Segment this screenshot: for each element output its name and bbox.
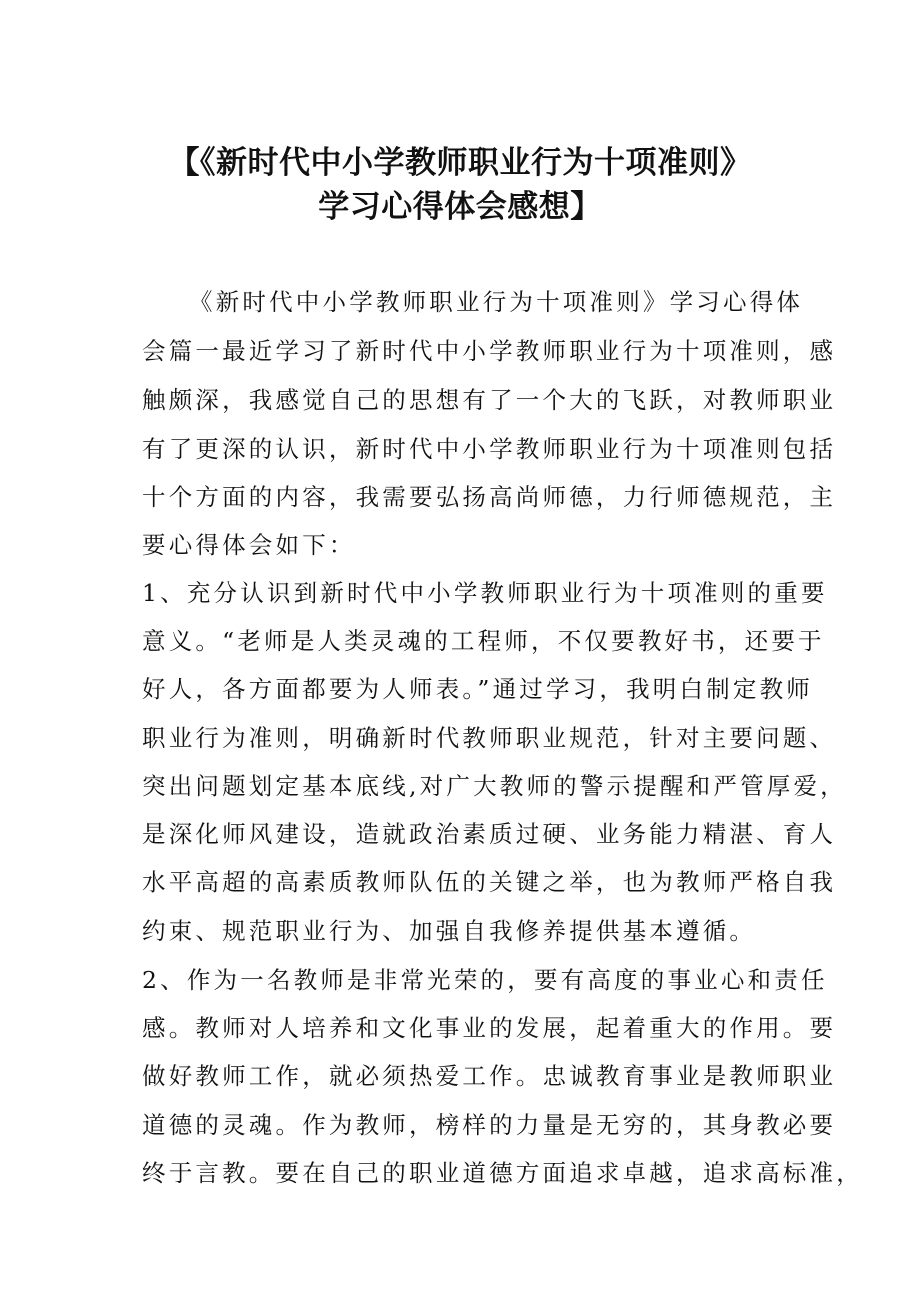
body-text-line: 触颇深，我感觉自己的思想有了一个大的飞跃，对教师职业	[142, 386, 837, 414]
body-text-line: 做好教师工作，就必须热爱工作。忠诚教育事业是教师职业	[142, 1062, 837, 1090]
body-text-line: 是深化师风建设，造就政治素质过硬、业务能力精湛、育人	[142, 820, 837, 848]
body-text-line: 有了更深的认识，新时代中小学教师职业行为十项准则包括	[142, 435, 837, 463]
body-text-line: 终于言教。要在自己的职业道德方面追求卓越，追求高标准，	[142, 1159, 863, 1187]
body-text-line: 感。教师对人培养和文化事业的发展，起着重大的作用。要	[142, 1014, 837, 1042]
body-text-line: 约束、规范职业行为、加强自我修养提供基本遵循。	[142, 917, 757, 945]
body-text-line: 突出问题划定基本底线,对广大教师的警示提醒和严管厚爱，	[142, 772, 847, 800]
document-title-line-2: 学习心得体会感想】	[318, 189, 602, 225]
document-title-line-1: 【《新时代中小学教师职业行为十项准则》	[168, 145, 752, 181]
body-text-line: 好人，各方面都要为人师表。”通过学习，我明白制定教师	[142, 675, 813, 703]
body-text-line: 1、充分认识到新时代中小学教师职业行为十项准则的重要	[142, 579, 828, 607]
body-text-line: 《新时代中小学教师职业行为十项准则》学习心得体	[189, 288, 804, 316]
body-text-line: 水平高超的高素质教师队伍的关键之举，也为教师严格自我	[142, 868, 837, 896]
body-text-line: 2、作为一名教师是非常光荣的，要有高度的事业心和责任	[142, 966, 828, 994]
body-text-line: 意义。“老师是人类灵魂的工程师，不仅要教好书，还要于	[142, 627, 825, 655]
body-text-line: 要心得体会如下：	[142, 531, 356, 559]
body-text-line: 十个方面的内容，我需要弘扬高尚师德，力行师德规范，主	[142, 483, 837, 511]
body-text-line: 职业行为准则，明确新时代教师职业规范，针对主要问题、	[142, 724, 837, 752]
body-text-line: 道德的灵魂。作为教师，榜样的力量是无穷的，其身教必要	[142, 1111, 837, 1139]
body-text-line: 会篇一最近学习了新时代中小学教师职业行为十项准则，感	[142, 337, 837, 365]
